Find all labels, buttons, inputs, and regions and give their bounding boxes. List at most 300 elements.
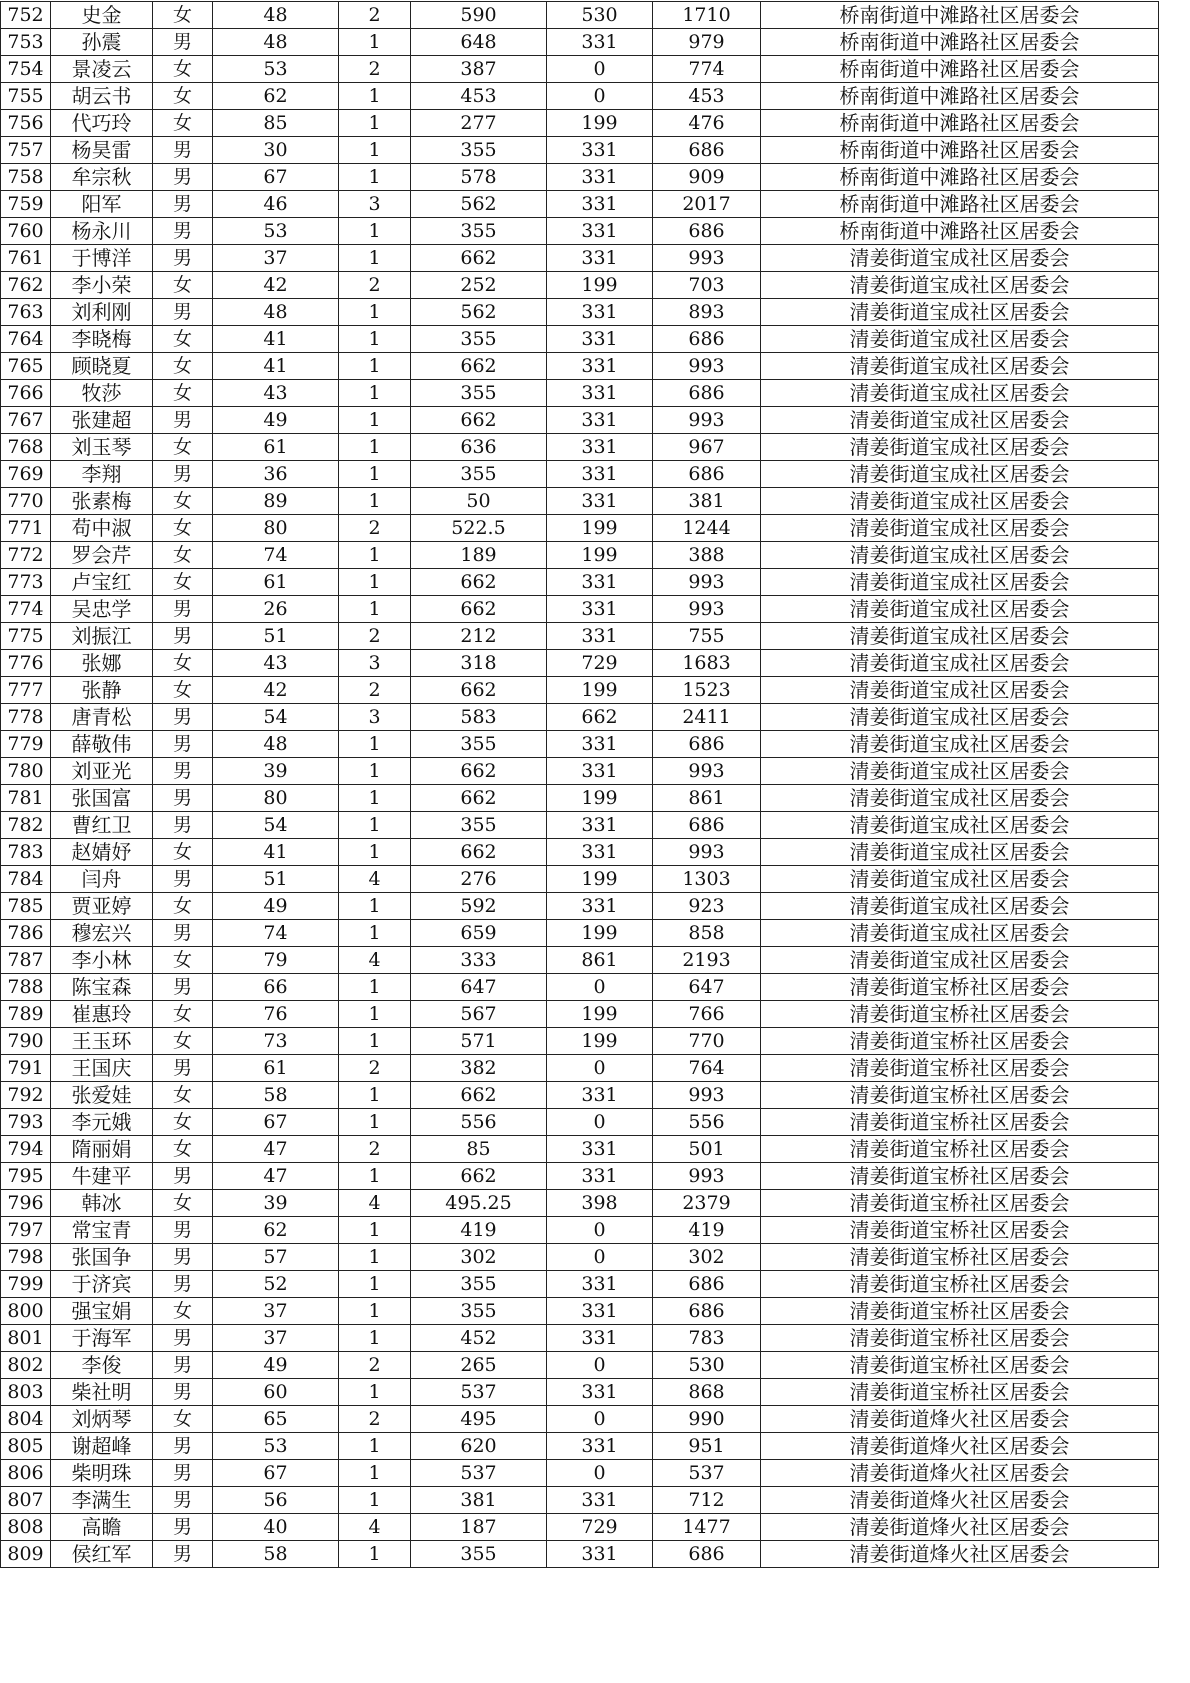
cell-row-number: 780 [1, 758, 51, 785]
cell-amount-a: 662 [411, 245, 547, 272]
cell-amount-b: 729 [547, 650, 653, 677]
cell-gender: 男 [153, 407, 213, 434]
cell-row-number: 779 [1, 731, 51, 758]
cell-name: 牟宗秋 [51, 164, 153, 191]
cell-household-size: 1 [339, 1001, 411, 1028]
cell-amount-b: 729 [547, 1514, 653, 1541]
cell-total: 419 [653, 1217, 761, 1244]
cell-amount-a: 265 [411, 1352, 547, 1379]
cell-total: 993 [653, 407, 761, 434]
cell-amount-a: 355 [411, 218, 547, 245]
cell-total: 686 [653, 137, 761, 164]
cell-community: 清姜街道宝成社区居委会 [761, 866, 1159, 893]
cell-age: 58 [213, 1082, 339, 1109]
cell-amount-a: 662 [411, 569, 547, 596]
cell-row-number: 772 [1, 542, 51, 569]
cell-amount-b: 331 [547, 1325, 653, 1352]
cell-community: 清姜街道宝桥社区居委会 [761, 1082, 1159, 1109]
table-row [1, 29, 1159, 56]
cell-amount-a: 318 [411, 650, 547, 677]
cell-total: 2017 [653, 191, 761, 218]
cell-gender: 男 [153, 704, 213, 731]
cell-household-size: 1 [339, 785, 411, 812]
cell-community: 桥南街道中滩路社区居委会 [761, 191, 1159, 218]
cell-gender: 男 [153, 245, 213, 272]
cell-age: 47 [213, 1163, 339, 1190]
cell-age: 42 [213, 677, 339, 704]
cell-community: 桥南街道中滩路社区居委会 [761, 2, 1159, 29]
table-row [1, 326, 1159, 353]
cell-amount-a: 556 [411, 1109, 547, 1136]
cell-household-size: 1 [339, 407, 411, 434]
table-row [1, 893, 1159, 920]
cell-total: 686 [653, 218, 761, 245]
cell-gender: 女 [153, 1190, 213, 1217]
cell-gender: 男 [153, 1244, 213, 1271]
cell-amount-b: 0 [547, 1217, 653, 1244]
cell-total: 861 [653, 785, 761, 812]
cell-gender: 男 [153, 1325, 213, 1352]
cell-age: 26 [213, 596, 339, 623]
table-row [1, 1325, 1159, 1352]
cell-total: 993 [653, 839, 761, 866]
cell-gender: 男 [153, 758, 213, 785]
cell-age: 52 [213, 1271, 339, 1298]
table-row [1, 164, 1159, 191]
cell-age: 48 [213, 299, 339, 326]
cell-age: 85 [213, 110, 339, 137]
cell-amount-a: 590 [411, 2, 547, 29]
cell-amount-b: 331 [547, 245, 653, 272]
table-row [1, 947, 1159, 974]
cell-total: 858 [653, 920, 761, 947]
cell-amount-b: 331 [547, 1271, 653, 1298]
cell-name: 孙震 [51, 29, 153, 56]
cell-total: 993 [653, 758, 761, 785]
cell-gender: 女 [153, 488, 213, 515]
cell-total: 1303 [653, 866, 761, 893]
table-body [1, 2, 1159, 1568]
cell-gender: 女 [153, 839, 213, 866]
cell-household-size: 2 [339, 1055, 411, 1082]
cell-row-number: 805 [1, 1433, 51, 1460]
cell-amount-a: 382 [411, 1055, 547, 1082]
cell-gender: 女 [153, 434, 213, 461]
cell-row-number: 760 [1, 218, 51, 245]
cell-total: 686 [653, 380, 761, 407]
cell-amount-a: 355 [411, 461, 547, 488]
cell-amount-b: 530 [547, 2, 653, 29]
cell-amount-a: 387 [411, 56, 547, 83]
cell-total: 766 [653, 1001, 761, 1028]
table-row [1, 1433, 1159, 1460]
cell-age: 37 [213, 245, 339, 272]
cell-total: 686 [653, 1298, 761, 1325]
cell-row-number: 781 [1, 785, 51, 812]
cell-amount-b: 331 [547, 1136, 653, 1163]
cell-community: 清姜街道宝成社区居委会 [761, 488, 1159, 515]
cell-amount-b: 331 [547, 1298, 653, 1325]
table-row [1, 1136, 1159, 1163]
cell-household-size: 1 [339, 434, 411, 461]
cell-community: 清姜街道烽火社区居委会 [761, 1487, 1159, 1514]
cell-household-size: 3 [339, 191, 411, 218]
cell-name: 隋丽娟 [51, 1136, 153, 1163]
data-table [0, 1, 1159, 1568]
cell-gender: 男 [153, 623, 213, 650]
cell-household-size: 1 [339, 596, 411, 623]
cell-age: 53 [213, 1433, 339, 1460]
cell-gender: 男 [153, 866, 213, 893]
cell-age: 73 [213, 1028, 339, 1055]
cell-row-number: 777 [1, 677, 51, 704]
cell-household-size: 1 [339, 1541, 411, 1568]
cell-community: 桥南街道中滩路社区居委会 [761, 110, 1159, 137]
cell-total: 993 [653, 569, 761, 596]
cell-total: 686 [653, 812, 761, 839]
cell-household-size: 2 [339, 1136, 411, 1163]
cell-total: 755 [653, 623, 761, 650]
table-row [1, 596, 1159, 623]
cell-row-number: 776 [1, 650, 51, 677]
cell-household-size: 1 [339, 245, 411, 272]
cell-gender: 男 [153, 1352, 213, 1379]
cell-amount-a: 578 [411, 164, 547, 191]
cell-row-number: 765 [1, 353, 51, 380]
cell-household-size: 1 [339, 1379, 411, 1406]
cell-amount-a: 495.25 [411, 1190, 547, 1217]
cell-community: 清姜街道宝桥社区居委会 [761, 1325, 1159, 1352]
cell-household-size: 2 [339, 515, 411, 542]
cell-age: 46 [213, 191, 339, 218]
cell-amount-b: 331 [547, 218, 653, 245]
table-row [1, 1082, 1159, 1109]
cell-amount-b: 199 [547, 542, 653, 569]
cell-age: 67 [213, 1109, 339, 1136]
cell-gender: 男 [153, 1433, 213, 1460]
table-row [1, 1406, 1159, 1433]
cell-household-size: 4 [339, 866, 411, 893]
cell-total: 476 [653, 110, 761, 137]
cell-gender: 女 [153, 515, 213, 542]
cell-household-size: 1 [339, 1109, 411, 1136]
cell-name: 谢超峰 [51, 1433, 153, 1460]
table-row [1, 812, 1159, 839]
cell-amount-b: 331 [547, 731, 653, 758]
cell-age: 41 [213, 839, 339, 866]
cell-household-size: 1 [339, 758, 411, 785]
cell-amount-b: 0 [547, 56, 653, 83]
cell-community: 清姜街道宝成社区居委会 [761, 272, 1159, 299]
cell-name: 张国争 [51, 1244, 153, 1271]
cell-amount-a: 419 [411, 1217, 547, 1244]
cell-total: 453 [653, 83, 761, 110]
cell-amount-b: 199 [547, 1001, 653, 1028]
cell-row-number: 798 [1, 1244, 51, 1271]
table-row [1, 866, 1159, 893]
cell-gender: 女 [153, 83, 213, 110]
table-row [1, 218, 1159, 245]
cell-household-size: 1 [339, 1082, 411, 1109]
cell-age: 48 [213, 29, 339, 56]
table-row [1, 1163, 1159, 1190]
cell-row-number: 794 [1, 1136, 51, 1163]
cell-amount-a: 355 [411, 731, 547, 758]
cell-age: 40 [213, 1514, 339, 1541]
cell-total: 993 [653, 1082, 761, 1109]
cell-gender: 女 [153, 947, 213, 974]
cell-total: 770 [653, 1028, 761, 1055]
cell-gender: 女 [153, 353, 213, 380]
cell-name: 杨永川 [51, 218, 153, 245]
table-row [1, 137, 1159, 164]
cell-age: 61 [213, 1055, 339, 1082]
table-row [1, 1244, 1159, 1271]
cell-community: 清姜街道宝成社区居委会 [761, 704, 1159, 731]
cell-amount-b: 331 [547, 569, 653, 596]
cell-name: 李翔 [51, 461, 153, 488]
cell-gender: 男 [153, 29, 213, 56]
cell-amount-b: 199 [547, 515, 653, 542]
table-row [1, 407, 1159, 434]
cell-amount-b: 331 [547, 812, 653, 839]
cell-age: 49 [213, 407, 339, 434]
table-row [1, 191, 1159, 218]
cell-age: 43 [213, 380, 339, 407]
cell-amount-b: 331 [547, 1541, 653, 1568]
cell-community: 清姜街道宝桥社区居委会 [761, 1136, 1159, 1163]
cell-amount-b: 398 [547, 1190, 653, 1217]
cell-household-size: 1 [339, 1325, 411, 1352]
table-row [1, 569, 1159, 596]
cell-name: 王国庆 [51, 1055, 153, 1082]
cell-age: 58 [213, 1541, 339, 1568]
cell-amount-b: 331 [547, 299, 653, 326]
cell-name: 吴忠学 [51, 596, 153, 623]
cell-total: 712 [653, 1487, 761, 1514]
cell-household-size: 2 [339, 1406, 411, 1433]
cell-community: 清姜街道宝桥社区居委会 [761, 1379, 1159, 1406]
cell-amount-b: 0 [547, 1352, 653, 1379]
cell-name: 李小林 [51, 947, 153, 974]
cell-amount-a: 302 [411, 1244, 547, 1271]
cell-community: 清姜街道宝成社区居委会 [761, 677, 1159, 704]
cell-amount-b: 331 [547, 1379, 653, 1406]
cell-gender: 男 [153, 191, 213, 218]
cell-name: 韩冰 [51, 1190, 153, 1217]
cell-name: 代巧玲 [51, 110, 153, 137]
cell-community: 清姜街道宝成社区居委会 [761, 542, 1159, 569]
cell-household-size: 1 [339, 1217, 411, 1244]
cell-gender: 男 [153, 920, 213, 947]
cell-community: 桥南街道中滩路社区居委会 [761, 218, 1159, 245]
cell-row-number: 785 [1, 893, 51, 920]
cell-total: 686 [653, 326, 761, 353]
cell-total: 647 [653, 974, 761, 1001]
cell-row-number: 755 [1, 83, 51, 110]
table-row [1, 83, 1159, 110]
cell-amount-a: 662 [411, 677, 547, 704]
cell-name: 崔惠玲 [51, 1001, 153, 1028]
cell-amount-a: 662 [411, 1082, 547, 1109]
cell-row-number: 758 [1, 164, 51, 191]
cell-name: 卢宝红 [51, 569, 153, 596]
cell-amount-b: 199 [547, 866, 653, 893]
cell-row-number: 769 [1, 461, 51, 488]
table-row [1, 974, 1159, 1001]
cell-total: 2379 [653, 1190, 761, 1217]
cell-amount-b: 0 [547, 83, 653, 110]
cell-amount-a: 187 [411, 1514, 547, 1541]
cell-community: 清姜街道宝成社区居委会 [761, 326, 1159, 353]
cell-name: 李小荣 [51, 272, 153, 299]
cell-age: 37 [213, 1298, 339, 1325]
table-row [1, 1298, 1159, 1325]
cell-name: 曹红卫 [51, 812, 153, 839]
cell-name: 张建超 [51, 407, 153, 434]
cell-name: 刘炳琴 [51, 1406, 153, 1433]
cell-total: 302 [653, 1244, 761, 1271]
cell-amount-a: 355 [411, 1298, 547, 1325]
cell-row-number: 782 [1, 812, 51, 839]
cell-amount-a: 662 [411, 1163, 547, 1190]
cell-row-number: 761 [1, 245, 51, 272]
cell-household-size: 1 [339, 218, 411, 245]
cell-total: 993 [653, 245, 761, 272]
cell-community: 清姜街道宝成社区居委会 [761, 731, 1159, 758]
cell-amount-a: 662 [411, 596, 547, 623]
cell-amount-b: 331 [547, 1082, 653, 1109]
cell-community: 清姜街道宝成社区居委会 [761, 920, 1159, 947]
cell-name: 闫舟 [51, 866, 153, 893]
cell-amount-a: 562 [411, 191, 547, 218]
cell-age: 41 [213, 326, 339, 353]
cell-amount-a: 495 [411, 1406, 547, 1433]
cell-amount-b: 331 [547, 623, 653, 650]
cell-amount-b: 861 [547, 947, 653, 974]
cell-community: 清姜街道宝成社区居委会 [761, 596, 1159, 623]
cell-amount-a: 648 [411, 29, 547, 56]
cell-gender: 男 [153, 1217, 213, 1244]
cell-age: 30 [213, 137, 339, 164]
cell-community: 清姜街道宝桥社区居委会 [761, 1028, 1159, 1055]
cell-amount-b: 331 [547, 353, 653, 380]
cell-community: 清姜街道宝成社区居委会 [761, 407, 1159, 434]
cell-row-number: 754 [1, 56, 51, 83]
table-row [1, 1487, 1159, 1514]
table-row [1, 353, 1159, 380]
cell-community: 清姜街道宝桥社区居委会 [761, 1109, 1159, 1136]
cell-row-number: 784 [1, 866, 51, 893]
cell-age: 65 [213, 1406, 339, 1433]
cell-name: 张静 [51, 677, 153, 704]
cell-amount-a: 620 [411, 1433, 547, 1460]
cell-row-number: 766 [1, 380, 51, 407]
table-row [1, 380, 1159, 407]
cell-row-number: 770 [1, 488, 51, 515]
cell-household-size: 1 [339, 1244, 411, 1271]
cell-community: 清姜街道宝成社区居委会 [761, 515, 1159, 542]
cell-name: 于博洋 [51, 245, 153, 272]
table-row [1, 272, 1159, 299]
table-row [1, 110, 1159, 137]
cell-amount-a: 583 [411, 704, 547, 731]
cell-age: 62 [213, 83, 339, 110]
cell-row-number: 757 [1, 137, 51, 164]
cell-gender: 男 [153, 812, 213, 839]
cell-total: 1710 [653, 2, 761, 29]
cell-gender: 男 [153, 1514, 213, 1541]
cell-name: 王玉环 [51, 1028, 153, 1055]
cell-age: 47 [213, 1136, 339, 1163]
cell-amount-b: 199 [547, 110, 653, 137]
cell-total: 2193 [653, 947, 761, 974]
cell-gender: 女 [153, 1109, 213, 1136]
cell-row-number: 806 [1, 1460, 51, 1487]
cell-household-size: 1 [339, 974, 411, 1001]
cell-name: 阳军 [51, 191, 153, 218]
cell-household-size: 1 [339, 1271, 411, 1298]
table-row [1, 704, 1159, 731]
cell-household-size: 1 [339, 1298, 411, 1325]
cell-gender: 女 [153, 272, 213, 299]
cell-gender: 男 [153, 218, 213, 245]
cell-gender: 女 [153, 650, 213, 677]
cell-amount-b: 331 [547, 137, 653, 164]
cell-amount-a: 662 [411, 353, 547, 380]
cell-total: 774 [653, 56, 761, 83]
cell-name: 于海军 [51, 1325, 153, 1352]
table-row [1, 542, 1159, 569]
cell-gender: 女 [153, 110, 213, 137]
cell-gender: 女 [153, 1001, 213, 1028]
cell-name: 柴明珠 [51, 1460, 153, 1487]
cell-amount-b: 331 [547, 191, 653, 218]
cell-total: 686 [653, 1541, 761, 1568]
cell-name: 苟中淑 [51, 515, 153, 542]
cell-household-size: 1 [339, 83, 411, 110]
cell-amount-b: 199 [547, 272, 653, 299]
cell-amount-a: 453 [411, 83, 547, 110]
cell-amount-b: 662 [547, 704, 653, 731]
cell-household-size: 2 [339, 272, 411, 299]
cell-gender: 男 [153, 1541, 213, 1568]
cell-community: 清姜街道宝成社区居委会 [761, 299, 1159, 326]
cell-gender: 男 [153, 137, 213, 164]
cell-gender: 男 [153, 974, 213, 1001]
cell-gender: 女 [153, 2, 213, 29]
cell-age: 66 [213, 974, 339, 1001]
cell-household-size: 1 [339, 110, 411, 137]
cell-amount-b: 199 [547, 1028, 653, 1055]
cell-name: 张娜 [51, 650, 153, 677]
cell-total: 967 [653, 434, 761, 461]
cell-row-number: 801 [1, 1325, 51, 1352]
cell-age: 43 [213, 650, 339, 677]
cell-amount-b: 0 [547, 974, 653, 1001]
cell-total: 686 [653, 461, 761, 488]
cell-gender: 男 [153, 461, 213, 488]
cell-community: 清姜街道宝桥社区居委会 [761, 1217, 1159, 1244]
cell-name: 穆宏兴 [51, 920, 153, 947]
cell-community: 清姜街道烽火社区居委会 [761, 1541, 1159, 1568]
table-row [1, 1379, 1159, 1406]
cell-amount-b: 331 [547, 434, 653, 461]
cell-row-number: 778 [1, 704, 51, 731]
cell-total: 686 [653, 1271, 761, 1298]
cell-amount-a: 381 [411, 1487, 547, 1514]
table-row [1, 1514, 1159, 1541]
